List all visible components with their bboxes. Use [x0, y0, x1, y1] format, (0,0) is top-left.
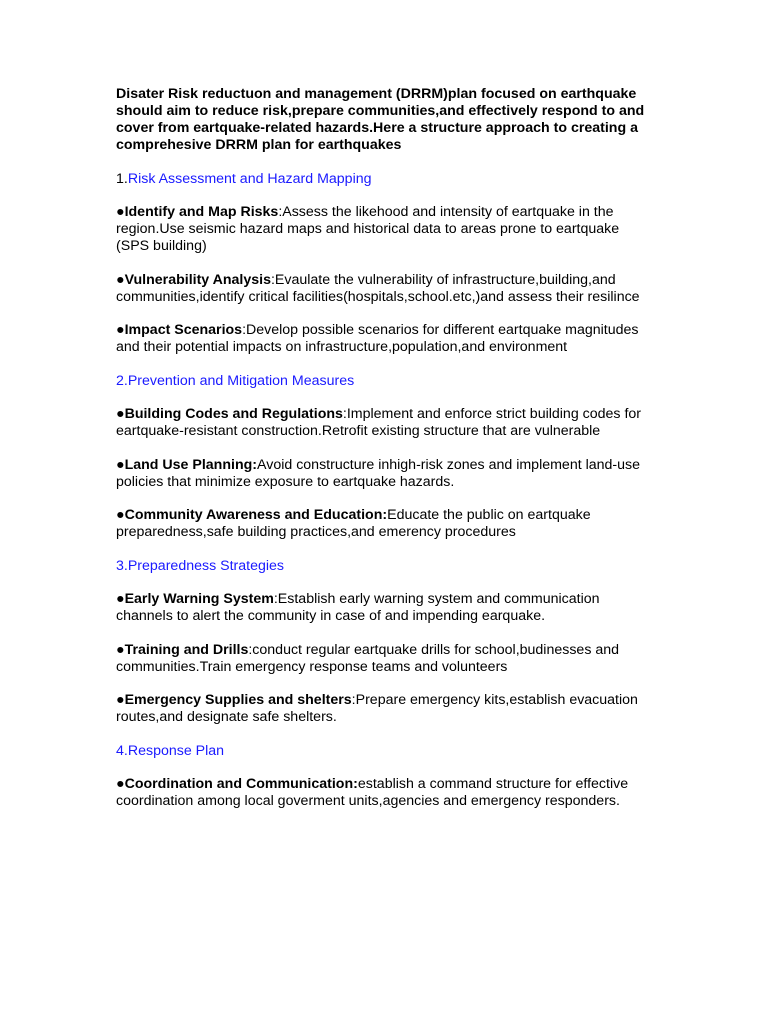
section-heading-preparedness: [116, 558, 656, 575]
item-text: establish a command structure for effective coordination among local goverment units,agencies and emergency responders.: [116, 776, 629, 809]
item-text: Avoid constructure inhigh-risk zones and implement land-use policies that minimize exposure to eartquake hazards.: [116, 456, 641, 490]
item-text: :Prepare emergency kits,establish evacuation routes,and designate safe shelters.: [116, 692, 638, 725]
document-page: [116, 86, 656, 810]
item-term: Land Use Planning:: [124, 456, 258, 473]
section-title: Response Plan: [127, 742, 225, 759]
bullet-icon: ●: [116, 322, 125, 338]
section-number: 3.: [116, 557, 128, 574]
list-item-identify-map-risks: [116, 204, 656, 255]
bullet-icon: ●: [116, 204, 125, 220]
item-term: Emergency Supplies and shelters: [124, 692, 352, 708]
item-text: :Assess the likehood and intensity of eartquake in the region.Use seismic hazard maps and historical data to areas prone to eartquake (SPS building): [116, 204, 620, 254]
list-item-emergency-supplies: [116, 692, 656, 726]
item-term: Training and Drills: [124, 641, 249, 658]
section-number: 1.: [116, 170, 128, 187]
item-text: :Develop possible scenarios for different eartquake magnitudes and their potential impacts on infrastructure,population,and environment: [116, 322, 639, 355]
bullet-icon: ●: [116, 406, 125, 422]
bullet-icon: ●: [116, 271, 125, 288]
bullet-icon: ●: [116, 591, 125, 607]
bullet-icon: ●: [116, 507, 125, 523]
item-term: Coordination and Communication:: [124, 776, 358, 792]
section-title: Preparedness Strategies: [127, 557, 284, 574]
list-item-community-awareness: [116, 507, 656, 541]
bullet-icon: ●: [116, 692, 125, 708]
section-title: Risk Assessment and Hazard Mapping: [127, 170, 372, 187]
list-item-coordination: [116, 776, 656, 810]
item-term: Impact Scenarios: [124, 322, 243, 338]
section-title: Prevention and Mitigation Measures: [127, 372, 355, 389]
bullet-icon: ●: [116, 776, 125, 792]
bullet-icon: ●: [116, 456, 125, 473]
section-number: 4.: [116, 742, 128, 759]
item-term: Early Warning System: [124, 591, 274, 607]
bullet-icon: ●: [116, 641, 125, 658]
item-text: Educate the public on eartquake preparedness,safe building practices,and emerency procedures: [116, 507, 591, 540]
intro-paragraph: Disater Risk reductuon and management (DRRM)plan focused on earthquake should aim to reduce risk,prepare communities,and effectively respond to and cover from eartquake-related hazards.Here a structure approach to creating a comprehesive DRRM plan for earthquakes: [116, 86, 645, 153]
list-item-vulnerability-analysis: [116, 272, 656, 306]
list-item-impact-scenarios: [116, 322, 656, 356]
item-text: :conduct regular eartquake drills for school,budinesses and communities.Train emergency response teams and volunteers: [116, 641, 620, 675]
item-term: Building Codes and Regulations: [124, 406, 343, 422]
item-text: :Evaulate the vulnerability of infrastructure,building,and communities,identify critical facilities(hospitals,school.etc,)and assess their resilince: [116, 271, 640, 305]
list-item-training-drills: [116, 642, 656, 676]
item-text: :Implement and enforce strict building codes for eartquake-resistant construction.Retrofit existing structure that are vulnerable: [116, 406, 642, 439]
item-text: :Establish early warning system and communication channels to alert the community in case of and impending earquake.: [116, 591, 600, 624]
list-item-early-warning: [116, 591, 656, 625]
item-term: Community Awareness and Education:: [124, 507, 388, 523]
section-heading-risk-assessment: [116, 171, 656, 188]
section-heading-response-plan: [116, 743, 656, 760]
section-number: 2.: [116, 372, 128, 389]
section-heading-prevention: [116, 373, 656, 390]
item-term: Identify and Map Risks: [124, 204, 279, 220]
list-item-building-codes: [116, 406, 656, 440]
item-term: Vulnerability Analysis: [124, 271, 271, 288]
list-item-land-use-planning: [116, 457, 656, 491]
